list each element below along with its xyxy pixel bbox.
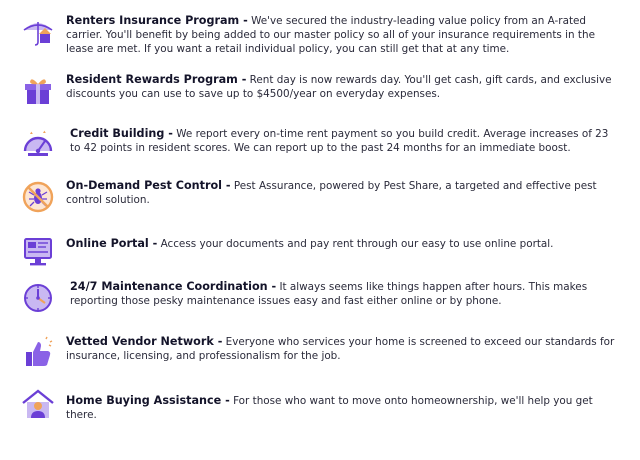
thumbs-up-icon [20, 335, 56, 371]
home-person-icon [20, 387, 56, 423]
benefit-description: Pest Assurance, powered by Pest Share, a targeted and effective pest control solution. [66, 180, 597, 207]
benefit-description: We report every on-time rent payment so you build credit. Average increases of 23 to 42 points in resident scores. We can report up to the past 24 months for an immediate boost. [70, 128, 609, 155]
benefit-description: Rent day is now rewards day. You'll get cash, gift cards, and exclusive discounts you can use to save up to $4500/year on everyday expenses. [66, 74, 612, 101]
benefit-title: Home Buying Assistance - [66, 394, 230, 407]
credit-gauge-icon [20, 127, 56, 163]
benefit-title: On-Demand Pest Control - [66, 179, 231, 192]
benefit-description: Everyone who services your home is screened to exceed our standards for insurance, licensing, and professionalism for the job. [66, 336, 615, 363]
benefit-title: Resident Rewards Program - [66, 73, 247, 86]
benefit-description: We've secured the industry-leading value policy from an A-rated carrier. You'll benefit by being added to our master policy so all of your insurance requirements in the lease are met. If you want a retail individual policy, you can still get that at any time. [66, 15, 595, 56]
clock-icon [20, 280, 56, 316]
benefit-title: 24/7 Maintenance Coordination - [70, 280, 277, 293]
benefit-title: Renters Insurance Program - [66, 14, 248, 27]
no-pest-icon [20, 179, 56, 215]
benefit-title: Online Portal - [66, 237, 158, 250]
umbrella-house-icon [20, 14, 56, 50]
benefit-title: Credit Building - [70, 127, 173, 140]
computer-monitor-icon [20, 233, 56, 269]
gift-box-icon [20, 73, 56, 109]
benefit-description: Access your documents and pay rent through our easy to use online portal. [160, 238, 554, 250]
benefit-description: For those who want to move onto homeownership, we'll help you get there. [66, 395, 593, 422]
benefit-title: Vetted Vendor Network - [66, 335, 223, 348]
benefit-description: It always seems like things happen after hours. This makes reporting those pesky maintenance issues easy and fast either online or by phone. [70, 281, 588, 308]
